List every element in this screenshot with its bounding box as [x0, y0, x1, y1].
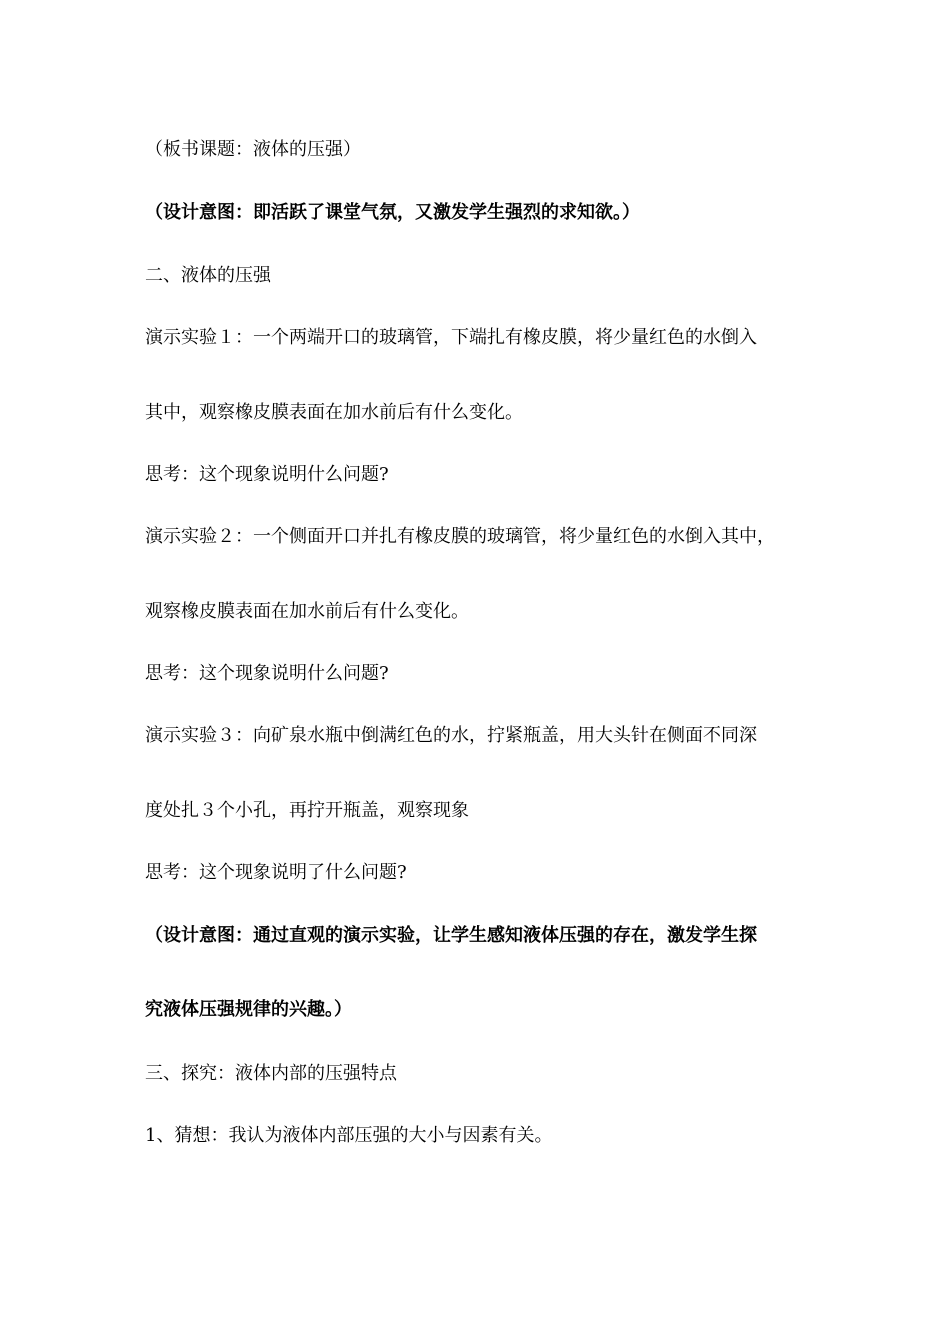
demo-experiment-2-line-1: 演示实验２：一个侧面开口并扎有橡皮膜的玻璃管，将少量红色的水倒入其中，: [145, 526, 775, 547]
think-question-2: 思考：这个现象说明什么问题?: [145, 663, 389, 684]
think-question-3: 思考：这个现象说明了什么问题?: [145, 862, 407, 883]
board-title-note: （板书课题：液体的压强）: [145, 139, 361, 160]
design-intent-2-line-2: 究液体压强规律的兴趣。）: [145, 999, 352, 1020]
section-2-heading: 二、液体的压强: [145, 265, 271, 286]
demo-experiment-1-line-2: 其中，观察橡皮膜表面在加水前后有什么变化。: [145, 402, 523, 423]
demo-experiment-3-line-1: 演示实验３：向矿泉水瓶中倒满红色的水，拧紧瓶盖，用大头针在侧面不同深: [145, 725, 757, 746]
section-3-heading: 三、探究：液体内部的压强特点: [145, 1063, 397, 1084]
think-question-1: 思考：这个现象说明什么问题?: [145, 464, 389, 485]
demo-experiment-3-line-2: 度处扎３个小孔，再拧开瓶盖，观察现象: [145, 800, 469, 821]
hypothesis-line: 1、猜想：我认为液体内部压强的大小与因素有关。: [145, 1125, 553, 1146]
design-intent-1: （设计意图：即活跃了课堂气氛，又激发学生强烈的求知欲。）: [145, 202, 640, 223]
design-intent-2-line-1: （设计意图：通过直观的演示实验，让学生感知液体压强的存在，激发学生探: [145, 925, 757, 946]
demo-experiment-2-line-2: 观察橡皮膜表面在加水前后有什么变化。: [145, 601, 469, 622]
demo-experiment-1-line-1: 演示实验１：一个两端开口的玻璃管，下端扎有橡皮膜，将少量红色的水倒入: [145, 327, 757, 348]
